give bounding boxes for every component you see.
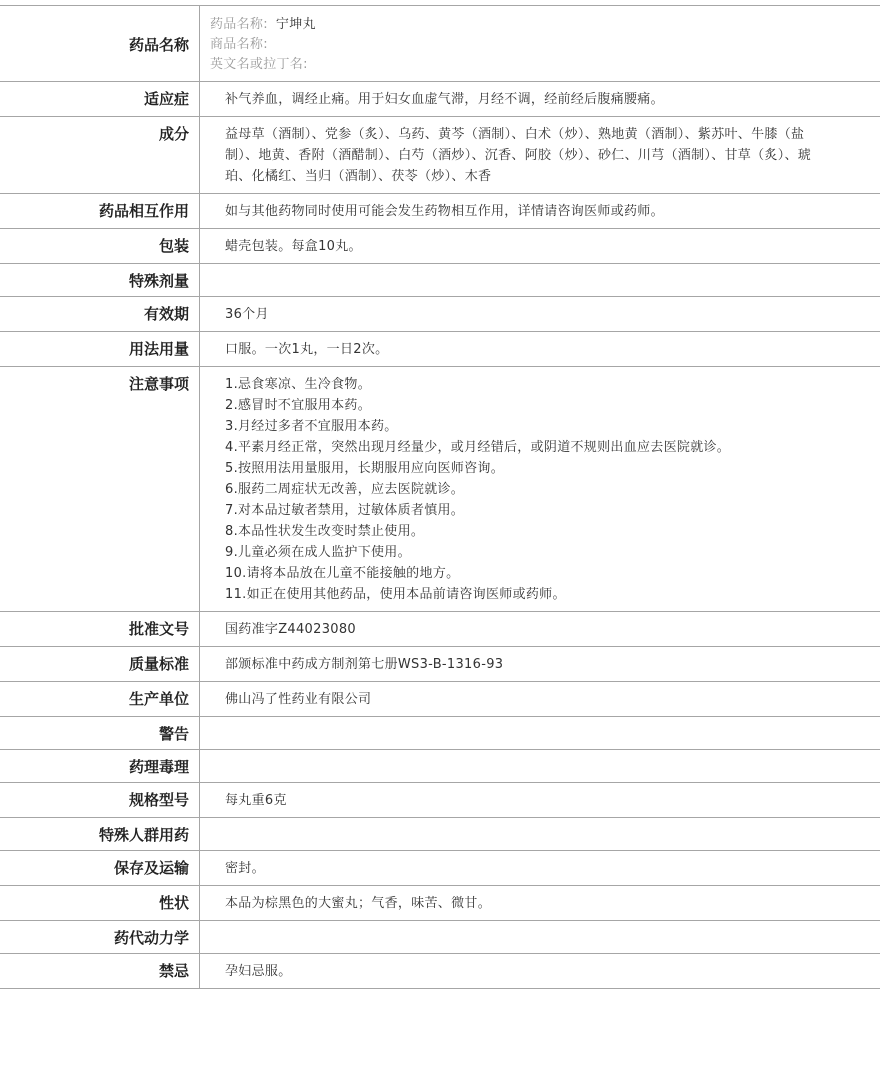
- list-item: 10.请将本品放在儿童不能接触的地方。: [225, 566, 460, 581]
- list-item: 4.平素月经正常，突然出现月经量少，或月经错后，或阴道不规则出血应去医院就诊。: [225, 440, 731, 455]
- row-label: 药品相互作用: [0, 194, 200, 228]
- row-value: 如与其他药物同时使用可能会发生药物相互作用，详情请咨询医师或药师。: [225, 204, 664, 219]
- row-label: 质量标准: [0, 647, 200, 681]
- row-special-groups: [0, 818, 880, 851]
- row-indication: [0, 82, 880, 117]
- row-value: 密封。: [225, 861, 265, 876]
- row-label: 药理毒理: [0, 750, 200, 782]
- row-value: 补气养血，调经止痛。用于妇女血虚气滞，月经不调，经前经后腹痛腰痛。: [225, 92, 664, 107]
- row-storage: [0, 851, 880, 886]
- row-label: 药品名称: [0, 6, 200, 81]
- row-label: 适应症: [0, 82, 200, 116]
- list-item: 7.对本品过敏者禁用，过敏体质者慎用。: [225, 503, 465, 518]
- row-value: 36个月: [225, 307, 269, 322]
- row-label: 批准文号: [0, 612, 200, 646]
- row-label: 特殊人群用药: [0, 818, 200, 850]
- row-value: [200, 717, 880, 749]
- generic-name-key: 药品名称:: [210, 17, 268, 32]
- row-label: 成分: [0, 117, 200, 193]
- row-label: 特殊剂量: [0, 264, 200, 296]
- row-label: 禁忌: [0, 954, 200, 988]
- list-item: 3.月经过多者不宜服用本药。: [225, 419, 398, 434]
- drug-info-table: [0, 5, 880, 989]
- row-standard: [0, 647, 880, 682]
- row-label: 性状: [0, 886, 200, 920]
- row-interaction: [0, 194, 880, 229]
- generic-name-line: [210, 15, 860, 35]
- row-label: 包装: [0, 229, 200, 263]
- row-value: 佛山冯了性药业有限公司: [225, 692, 372, 707]
- row-value: 每丸重6克: [225, 793, 287, 808]
- row-value: 蜡壳包装。每盒10丸。: [225, 239, 362, 254]
- latin-name-key: 英文名或拉丁名:: [210, 57, 308, 72]
- row-drug-name: [0, 6, 880, 82]
- row-packaging: [0, 229, 880, 264]
- latin-name-line: [210, 55, 860, 75]
- notes-list: [200, 367, 880, 611]
- row-value: 口服。一次1丸，一日2次。: [225, 342, 389, 357]
- list-item: 11.如正在使用其他药品，使用本品前请咨询医师或药师。: [225, 587, 566, 602]
- generic-name-value: 宁坤丸: [275, 17, 316, 32]
- list-item: 2.感冒时不宜服用本药。: [225, 398, 372, 413]
- row-value: [200, 750, 880, 782]
- row-value: 本品为棕黑色的大蜜丸；气香，味苦、微甘。: [225, 896, 492, 911]
- row-label: 规格型号: [0, 783, 200, 817]
- row-value: [200, 264, 880, 296]
- row-usage: [0, 332, 880, 367]
- row-pharmacokinetics: [0, 921, 880, 954]
- list-item: 5.按照用法用量服用，长期服用应向医师咨询。: [225, 461, 505, 476]
- row-notes: [0, 367, 880, 612]
- row-ingredients: [0, 117, 880, 194]
- row-value: [200, 818, 880, 850]
- trade-name-key: 商品名称:: [210, 37, 268, 52]
- list-item: 9.儿童必须在成人监护下使用。: [225, 545, 411, 560]
- name-block: [200, 6, 880, 81]
- list-item: 1.忌食寒凉、生冷食物。: [225, 377, 372, 392]
- row-value: 部颁标准中药成方制剂第七册WS3-B-1316-93: [225, 657, 504, 672]
- row-value: 国药准字Z44023080: [225, 622, 356, 637]
- row-special-dose: [0, 264, 880, 297]
- row-label: 注意事项: [0, 367, 200, 611]
- row-label: 用法用量: [0, 332, 200, 366]
- row-contraindications: [0, 954, 880, 989]
- list-item: 8.本品性状发生改变时禁止使用。: [225, 524, 425, 539]
- row-label: 警告: [0, 717, 200, 749]
- row-approval: [0, 612, 880, 647]
- row-value: [200, 921, 880, 953]
- trade-name-line: [210, 35, 860, 55]
- list-item: 6.服药二周症状无改善，应去医院就诊。: [225, 482, 465, 497]
- row-label: 有效期: [0, 297, 200, 331]
- row-value: 孕妇忌服。: [225, 964, 292, 979]
- row-label: 生产单位: [0, 682, 200, 716]
- row-toxicology: [0, 750, 880, 783]
- row-spec: [0, 783, 880, 818]
- row-value: 益母草（酒制）、党参（炙）、乌药、黄芩（酒制）、白术（炒）、熟地黄（酒制）、紫苏叶、牛膝（盐制）、地黄、香附（酒醋制）、白芍（酒炒）、沉香、阿胶（炒）、砂仁、川芎（酒制）、甘草（炙）、琥珀、化橘红、当归（酒制）、茯苓（炒）、木香: [225, 127, 812, 184]
- row-warning: [0, 717, 880, 750]
- row-shelf-life: [0, 297, 880, 332]
- row-label: 保存及运输: [0, 851, 200, 885]
- row-label: 药代动力学: [0, 921, 200, 953]
- row-appearance: [0, 886, 880, 921]
- row-manufacturer: [0, 682, 880, 717]
